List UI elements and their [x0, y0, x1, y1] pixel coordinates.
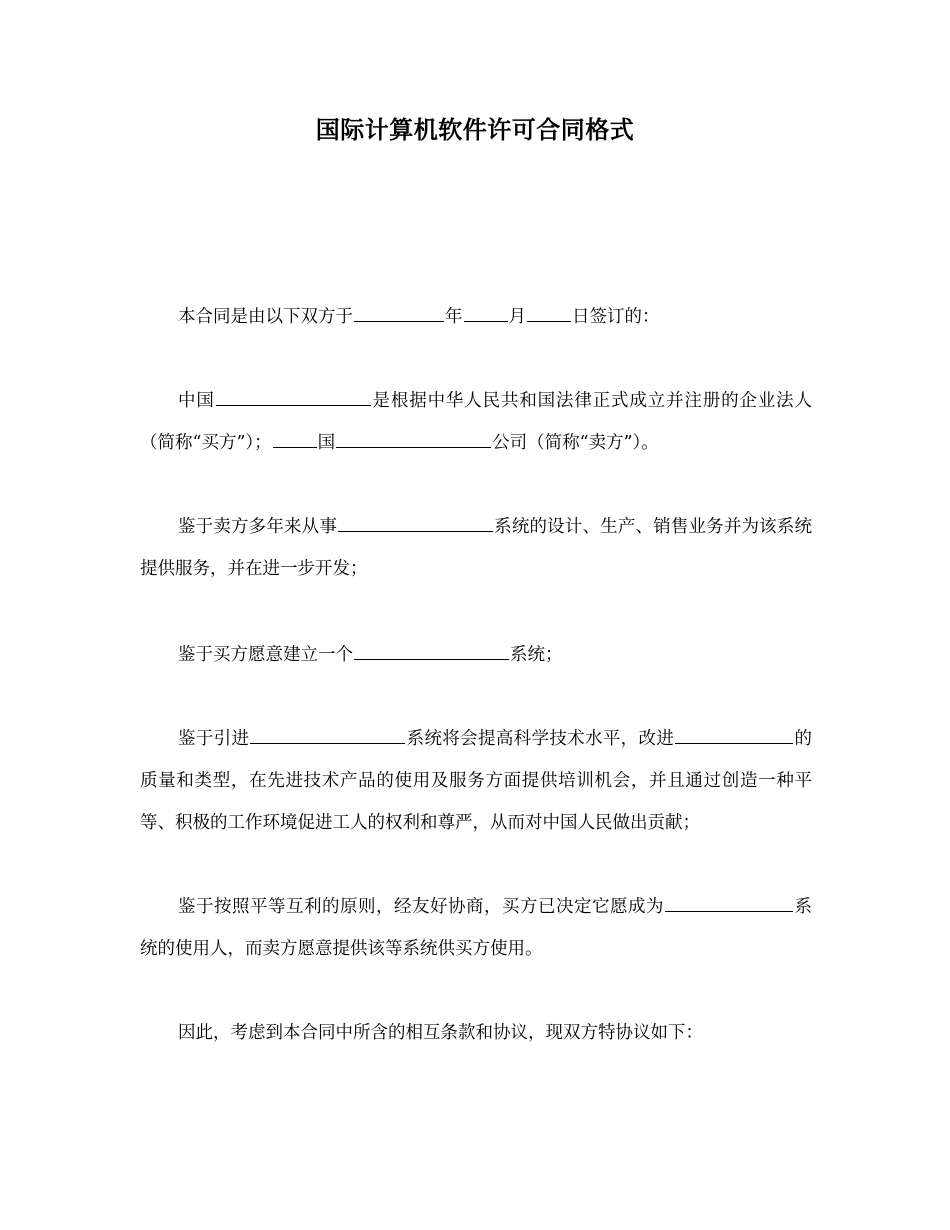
- day-blank[interactable]: [527, 299, 571, 322]
- agreement-intro-paragraph: [140, 1012, 812, 1054]
- seller-system-blank[interactable]: [338, 509, 493, 532]
- seller-country-blank[interactable]: [273, 425, 317, 448]
- paragraph-text: 月: [508, 307, 526, 327]
- seller-company-blank[interactable]: [336, 425, 491, 448]
- paragraph-text: 日签订的：: [572, 307, 660, 327]
- paragraph-text: 系统的使用人，而卖方愿意提供该等系统供买方使用。: [140, 897, 812, 959]
- paragraph-text: 系统的设计、生产、销售业务并为该系统提供服务，并在进一步开发；: [140, 517, 812, 579]
- paragraph-text: 中国: [178, 391, 215, 411]
- paragraph-text: 系统将会提高科学技术水平，改进: [406, 729, 675, 749]
- paragraph-text: 因此，考虑到本合同中所含的相互条款和协议，现双方特协议如下：: [178, 1023, 703, 1043]
- page-title: 国际计算机软件许可合同格式: [315, 116, 635, 144]
- paragraph-text: 本合同是由以下双方于: [178, 307, 353, 327]
- paragraph-text: 鉴于买方愿意建立一个: [178, 645, 353, 665]
- paragraph-text: 鉴于按照平等互利的原则，经友好协商，买方已决定它愿成为: [178, 897, 664, 917]
- introduced-system-blank[interactable]: [250, 721, 405, 744]
- mutual-benefit-recital-paragraph: [140, 886, 812, 970]
- year-blank[interactable]: [354, 299, 444, 322]
- buyer-recital-paragraph: [140, 634, 812, 676]
- buyer-name-blank[interactable]: [216, 383, 371, 406]
- introduction-recital-paragraph: [140, 718, 812, 844]
- user-system-blank[interactable]: [665, 889, 793, 912]
- paragraph-text: 系统；: [510, 645, 563, 665]
- improved-product-blank[interactable]: [675, 721, 793, 744]
- parties-paragraph: [140, 380, 812, 464]
- paragraph-text: 公司（简称“卖方”）。: [492, 433, 659, 453]
- paragraph-text: 年: [445, 307, 463, 327]
- paragraph-text: 的质量和类型，在先进技术产品的使用及服务方面提供培训机会，并且通过创造一种平等、积极的工作环境促进工人的权利和尊严，从而对中国人民做出贡献；: [140, 729, 813, 833]
- paragraph-text: 国: [317, 433, 336, 453]
- buyer-system-blank[interactable]: [354, 637, 509, 660]
- seller-recital-paragraph: [140, 506, 812, 590]
- paragraph-text: 是根据中华人民共和国法律正式成立并注册的企业法人（简称“买方”）；: [140, 391, 813, 453]
- month-blank[interactable]: [464, 299, 508, 322]
- paragraph-text: 鉴于引进: [178, 729, 250, 749]
- signing-date-paragraph: [140, 296, 812, 338]
- paragraph-text: 鉴于卖方多年来从事: [178, 517, 337, 537]
